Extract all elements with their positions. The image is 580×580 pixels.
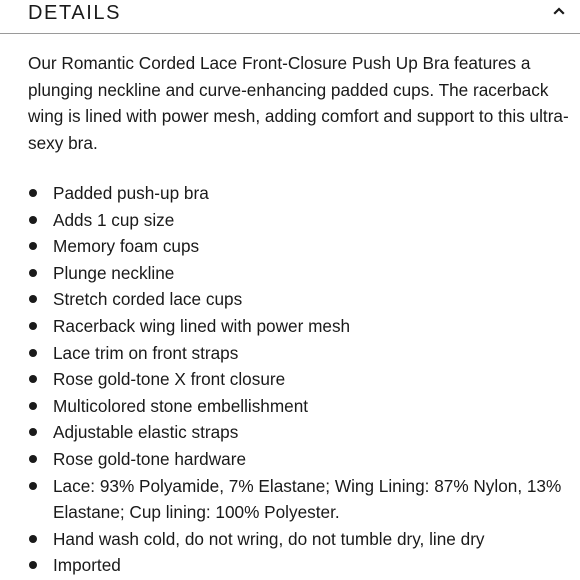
feature-list-item bbox=[28, 366, 573, 393]
feature-list-item bbox=[28, 526, 573, 553]
feature-list-item bbox=[28, 286, 573, 313]
feature-list bbox=[28, 180, 573, 579]
feature-list-item bbox=[28, 419, 573, 446]
header-divider bbox=[0, 33, 580, 34]
bullet-icon bbox=[29, 375, 37, 383]
feature-text: Imported bbox=[53, 555, 121, 576]
bullet-icon bbox=[29, 349, 37, 357]
feature-list-item bbox=[28, 260, 573, 287]
bullet-icon bbox=[29, 295, 37, 303]
feature-text: Rose gold-tone hardware bbox=[53, 448, 246, 469]
section-title: DETAILS bbox=[28, 2, 122, 24]
feature-text: Lace trim on front straps bbox=[53, 342, 239, 363]
feature-text: Memory foam cups bbox=[53, 236, 200, 257]
bullet-icon bbox=[29, 402, 37, 410]
bullet-icon bbox=[29, 482, 37, 490]
feature-list-item bbox=[28, 393, 573, 420]
feature-list-item bbox=[28, 552, 573, 579]
feature-text: Racerback wing lined with power mesh bbox=[53, 315, 351, 336]
chevron-up-icon bbox=[548, 0, 570, 22]
feature-list-item bbox=[28, 340, 573, 367]
feature-text: Adds 1 cup size bbox=[53, 209, 175, 230]
feature-list-item bbox=[28, 446, 573, 473]
bullet-icon bbox=[29, 322, 37, 330]
bullet-icon bbox=[29, 269, 37, 277]
feature-text: Padded push-up bra bbox=[53, 183, 209, 203]
bullet-icon bbox=[29, 428, 37, 436]
feature-text: Rose gold-tone X front closure bbox=[53, 369, 286, 390]
feature-list-item bbox=[28, 233, 573, 260]
bullet-icon bbox=[29, 455, 37, 463]
collapse-toggle-button[interactable] bbox=[548, 0, 570, 22]
feature-list-item bbox=[28, 313, 573, 340]
bullet-icon bbox=[29, 561, 37, 569]
feature-text: Multicolored stone embellishment bbox=[53, 395, 309, 416]
feature-text: Lace: 93% Polyamide, 7% Elastane; Wing Lining: 87% Nylon, 13% Elastane; Cup lining: 100% Polyester. bbox=[53, 475, 562, 523]
feature-text: Adjustable elastic straps bbox=[53, 422, 239, 443]
bullet-icon bbox=[29, 535, 37, 543]
feature-text: Plunge neckline bbox=[53, 262, 175, 283]
feature-list-item bbox=[28, 473, 573, 526]
feature-text: Hand wash cold, do not wring, do not tumble dry, line dry bbox=[53, 528, 485, 549]
bullet-icon bbox=[29, 189, 37, 197]
bullet-icon bbox=[29, 242, 37, 250]
product-description: Our Romantic Corded Lace Front-Closure Push Up Bra features a plunging neckline and curve-enhancing padded cups. The racerback wing is lined with power mesh, adding comfort and support to this ultra-sexy bra. bbox=[28, 53, 569, 153]
feature-list-item bbox=[28, 180, 573, 207]
details-accordion-header[interactable] bbox=[0, 0, 580, 30]
bullet-icon bbox=[29, 216, 37, 224]
feature-text: Stretch corded lace cups bbox=[53, 289, 243, 310]
feature-list-item bbox=[28, 207, 573, 234]
